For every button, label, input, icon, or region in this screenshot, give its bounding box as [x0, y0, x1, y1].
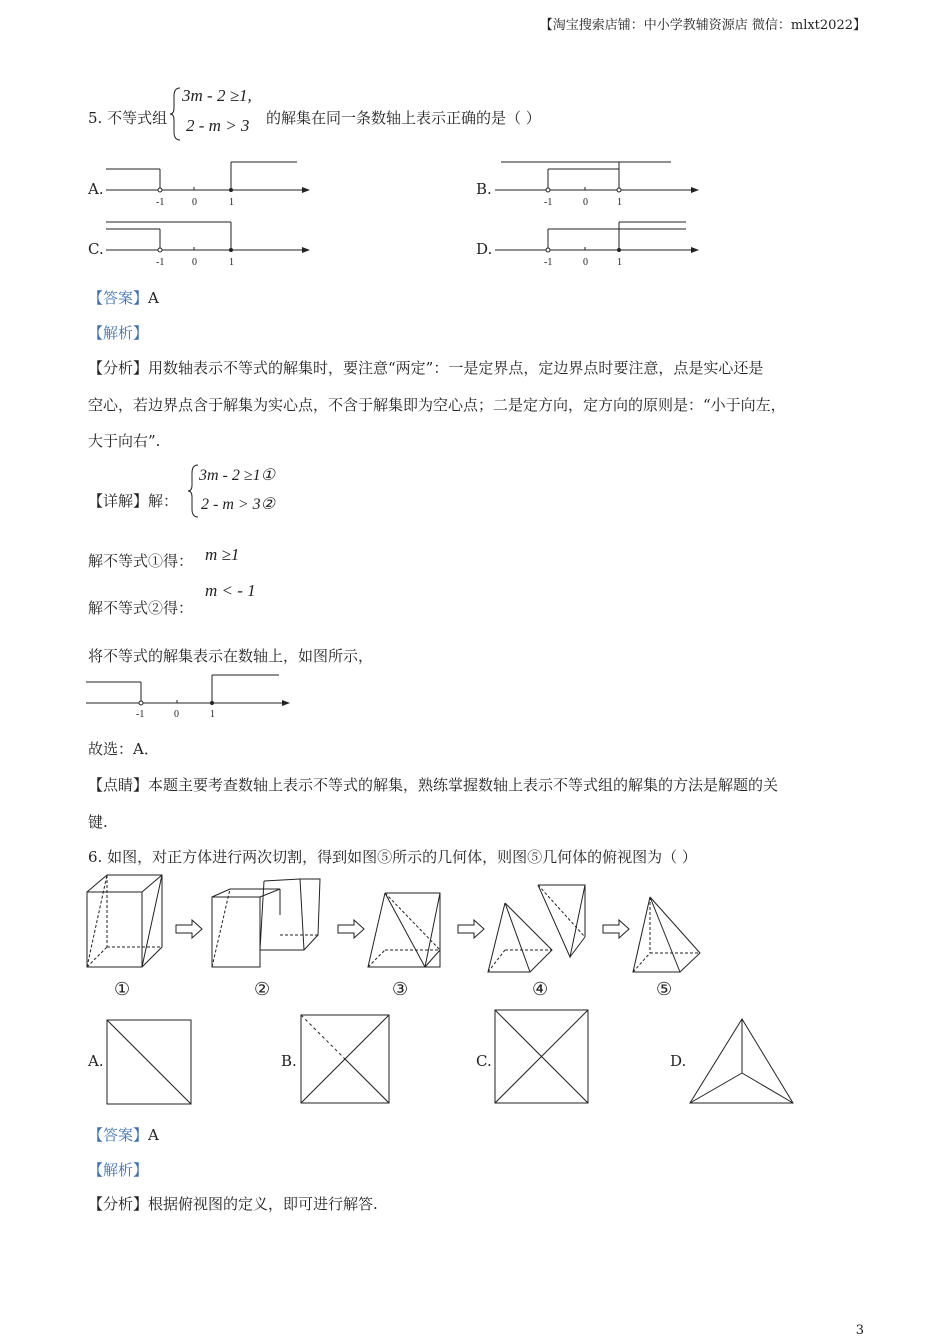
q5-solve2-math: m < - 1	[205, 581, 256, 600]
q5-option-c-label[interactable]: C.	[88, 240, 104, 258]
detail-tag: 【详解】	[88, 492, 149, 510]
q5-fenxi-line2: 空心，若边界点含于解集为实心点，不含于解集即为空心点；二是定方向，定方向的原则是：“小于向左，	[88, 396, 786, 414]
tick-label: -1	[156, 257, 165, 268]
figure-label: ④	[532, 979, 549, 1000]
q6-stem: 6. 如图，对正方体进行两次切割，得到如图⑤所示的几何体，则图⑤几何体的俯视图为（ ）	[88, 848, 697, 866]
q5-fenxi-line1: 【分析】用数轴表示不等式的解集时，要注意“两定”：一是定界点，定边界点时要注意，点是实心还是	[88, 359, 764, 377]
page-header: 【淘宝搜索店铺：中小学教辅资源店 微信：mlxt2022】	[539, 18, 866, 33]
figure-4-split	[488, 885, 585, 972]
q5-option-b-numberline[interactable]	[495, 160, 700, 210]
q6-answer	[88, 1124, 159, 1145]
q5-option-a-label[interactable]: A.	[88, 180, 104, 198]
figure-label: ⑤	[656, 979, 673, 1000]
q5-fenxi-line3: 大于向右”.	[88, 432, 161, 450]
q5-system-line1: 3m - 2 ≥1,	[182, 86, 252, 105]
q5-option-d-label[interactable]: D.	[476, 240, 493, 258]
q5-brace	[170, 86, 182, 142]
tick-label: 1	[617, 257, 622, 268]
q6-option-b-figure[interactable]	[300, 1014, 392, 1106]
q5-option-c-numberline[interactable]	[106, 220, 311, 270]
page-number: 3	[855, 1323, 864, 1338]
q5-solution-numberline	[86, 673, 291, 723]
q6-cutting-process-figure	[80, 875, 720, 1005]
answer-tag: 【答案】	[88, 1126, 149, 1144]
tick-label: 0	[583, 197, 588, 208]
q5-system-line2: 2 - m > 3	[186, 116, 250, 135]
q6-option-d-figure[interactable]	[688, 1017, 796, 1107]
tick-label: -1	[544, 197, 553, 208]
tick-label: 1	[229, 257, 234, 268]
q5-detail-line2: 2 - m > 3②	[201, 496, 276, 513]
figure-1-cube	[87, 875, 162, 967]
q6-option-d-label[interactable]: D.	[670, 1052, 687, 1070]
figure-label: ①	[114, 979, 131, 1000]
dianjing-tag: 【点睛】	[88, 776, 149, 794]
tick-label: -1	[136, 709, 145, 720]
q5-option-a-numberline[interactable]	[106, 160, 311, 210]
q5-choose: 故选：A．	[88, 740, 159, 758]
tick-label: 1	[210, 709, 215, 720]
tick-label: 0	[192, 257, 197, 268]
q5-option-b-label[interactable]: B.	[476, 180, 492, 198]
figure-3-prism	[368, 893, 440, 967]
tick-label: 0	[174, 709, 179, 720]
tick-label: 0	[192, 197, 197, 208]
figure-label: ③	[392, 979, 409, 1000]
tick-label: -1	[156, 197, 165, 208]
q5-answer	[88, 287, 159, 308]
q5-solve2-text: 解不等式②得：	[88, 599, 194, 617]
q5-number: 5. 不等式组	[88, 109, 168, 127]
q6-fenxi: 【分析】根据俯视图的定义，即可进行解答.	[88, 1195, 378, 1213]
q5-stem-rest: 的解集在同一条数轴上表示正确的是（ ）	[266, 109, 541, 127]
q5-analysis-tag: 【解析】	[88, 324, 149, 342]
q6-option-b-label[interactable]: B.	[281, 1052, 297, 1070]
fenxi-tag: 【分析】	[88, 1195, 149, 1213]
tick-label: 0	[583, 257, 588, 268]
q6-analysis-tag: 【解析】	[88, 1161, 149, 1179]
q6-option-a-label[interactable]: A.	[88, 1052, 104, 1070]
q5-solve1-math: m ≥1	[205, 545, 240, 564]
q5-detail-line1: 3m - 2 ≥1①	[199, 467, 276, 484]
figure-2-cut-cube	[212, 879, 320, 967]
q6-option-c-label[interactable]: C.	[476, 1052, 492, 1070]
figure-label: ②	[254, 979, 271, 1000]
figure-5-pyramid	[633, 897, 700, 972]
q5-dianjing-line2: 键.	[88, 813, 108, 831]
q5-option-d-numberline[interactable]	[495, 220, 700, 270]
tick-label: 1	[229, 197, 234, 208]
q5-show-text: 将不等式的解集表示在数轴上，如图所示，	[88, 647, 374, 665]
tick-label: 1	[617, 197, 622, 208]
q5-detail-label: 【详解】解：	[88, 492, 179, 510]
answer-value: A	[148, 289, 159, 307]
q6-option-c-figure[interactable]	[494, 1009, 591, 1106]
q5-dianjing-line1: 【点睛】本题主要考查数轴上表示不等式的解集，熟练掌握数轴上表示不等式组的解集的方法是解题的关	[88, 776, 779, 794]
fenxi-tag: 【分析】	[88, 359, 149, 377]
answer-tag: 【答案】	[88, 289, 149, 307]
answer-value: A	[148, 1126, 159, 1144]
q5-solve1-text: 解不等式①得：	[88, 552, 194, 570]
q6-option-a-figure[interactable]	[106, 1019, 194, 1107]
tick-label: -1	[544, 257, 553, 268]
